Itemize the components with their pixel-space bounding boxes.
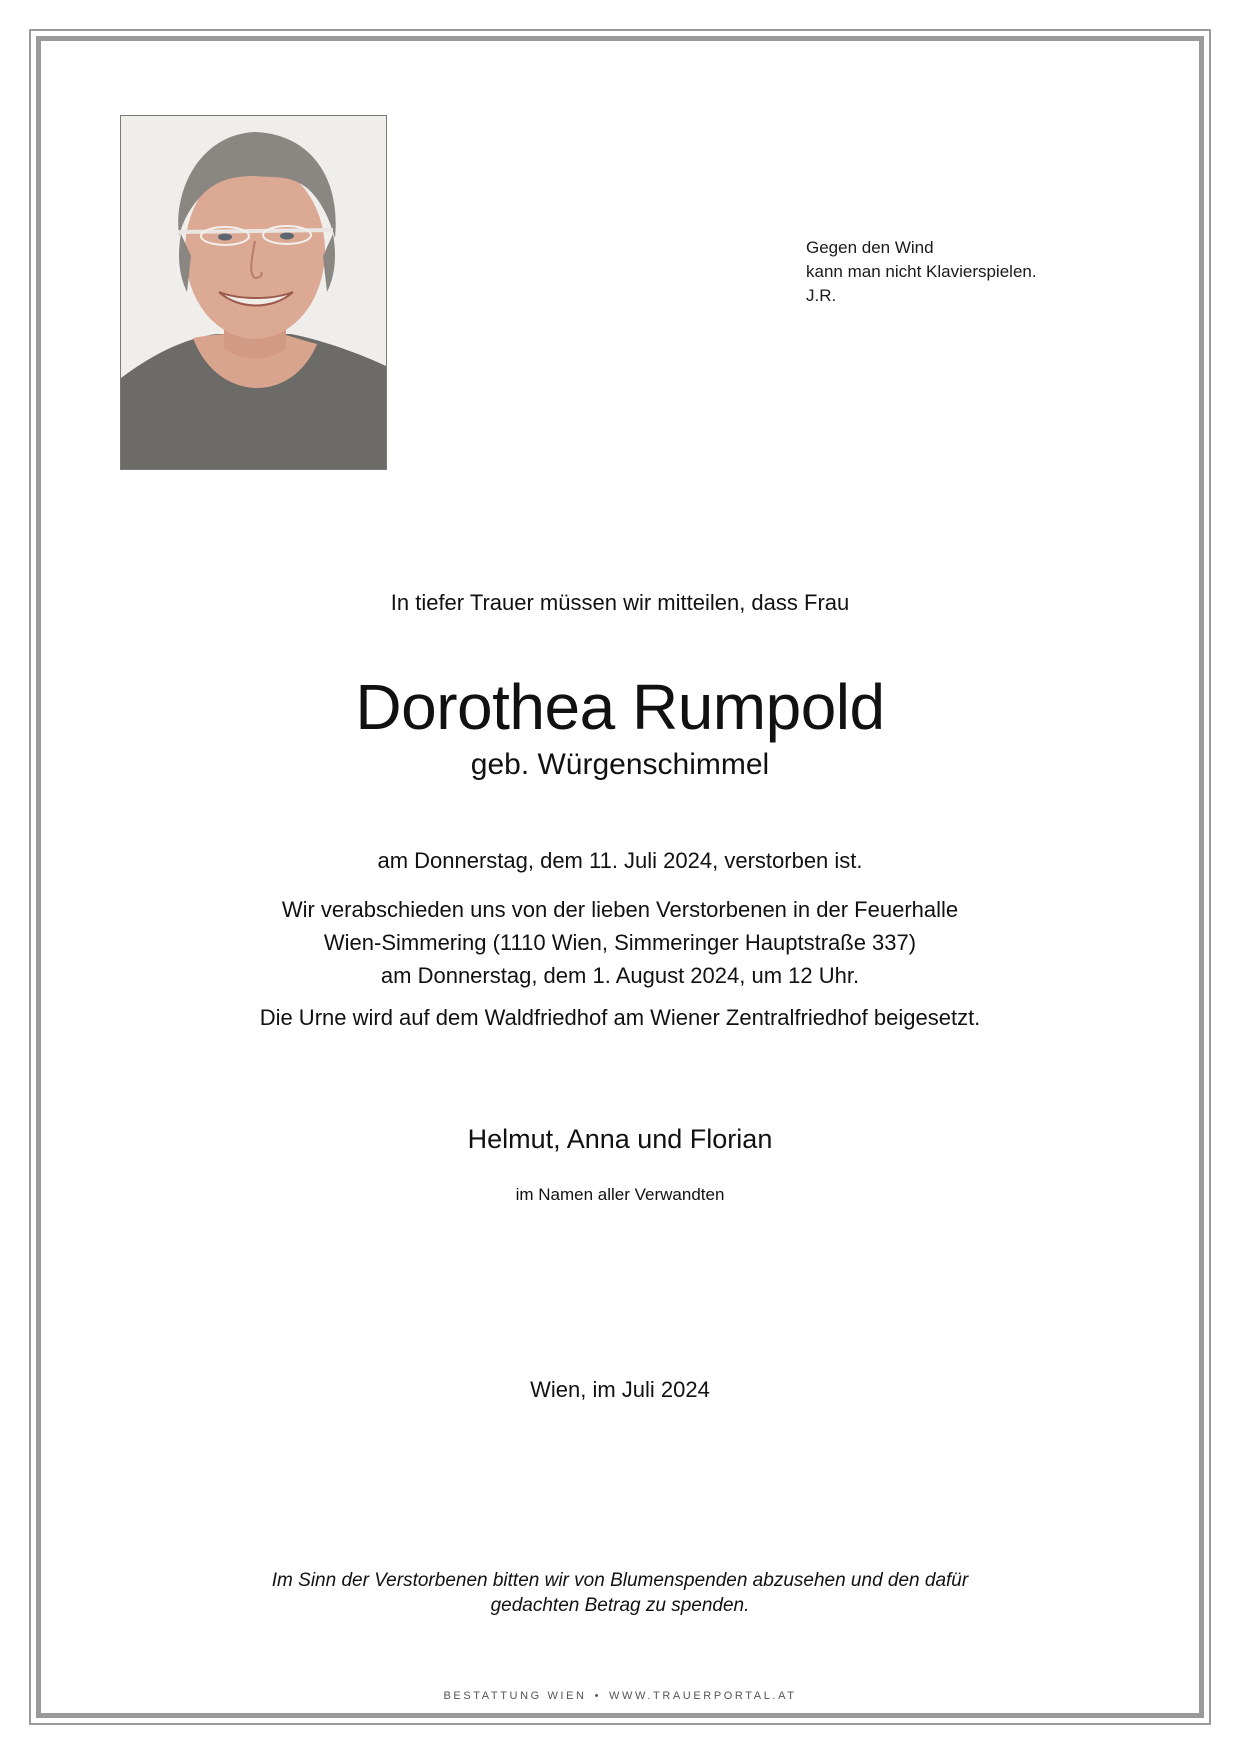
place-date: Wien, im Juli 2024	[530, 1377, 710, 1402]
farewell-line-1: Wir verabschieden uns von der lieben Verstorbenen in der Feuerhalle	[281, 897, 959, 922]
maiden-name: geb. Würgenschimmel	[470, 748, 770, 781]
deceased-name: Dorothea Rumpold	[355, 671, 885, 743]
donation-note-line-2: gedachten Betrag zu spenden.	[490, 1595, 750, 1616]
footer	[0, 1690, 1240, 1702]
intro-text: In tiefer Trauer müssen wir mitteilen, dass Frau	[390, 590, 850, 615]
portrait-photo	[120, 115, 387, 470]
donation-note	[0, 1568, 1240, 1618]
donation-note-line-1: Im Sinn der Verstorbenen bitten wir von Blumenspenden abzusehen und den dafür	[271, 1570, 969, 1591]
quote-block	[806, 236, 1037, 308]
footer-company: BESTATTUNG WIEN	[443, 1690, 587, 1702]
quote-author: J.R.	[806, 286, 837, 305]
farewell-text	[0, 893, 1240, 992]
family-names: Helmut, Anna und Florian	[467, 1124, 773, 1154]
farewell-line-3: am Donnerstag, dem 1. August 2024, um 12 Uhr.	[380, 963, 860, 988]
relatives-text: im Namen aller Verwandten	[515, 1185, 725, 1204]
burial-text: Die Urne wird auf dem Waldfriedhof am Wiener Zentralfriedhof beigesetzt.	[259, 1005, 981, 1030]
footer-separator: •	[594, 1690, 602, 1702]
farewell-line-2: Wien-Simmering (1110 Wien, Simmeringer Hauptstraße 337)	[323, 930, 917, 955]
quote-line-1: Gegen den Wind	[806, 238, 934, 257]
footer-website: WWW.TRAUERPORTAL.AT	[609, 1690, 797, 1702]
quote-line-2: kann man nicht Klavierspielen.	[806, 262, 1037, 281]
death-notice: am Donnerstag, dem 11. Juli 2024, verstorben ist.	[377, 848, 863, 873]
